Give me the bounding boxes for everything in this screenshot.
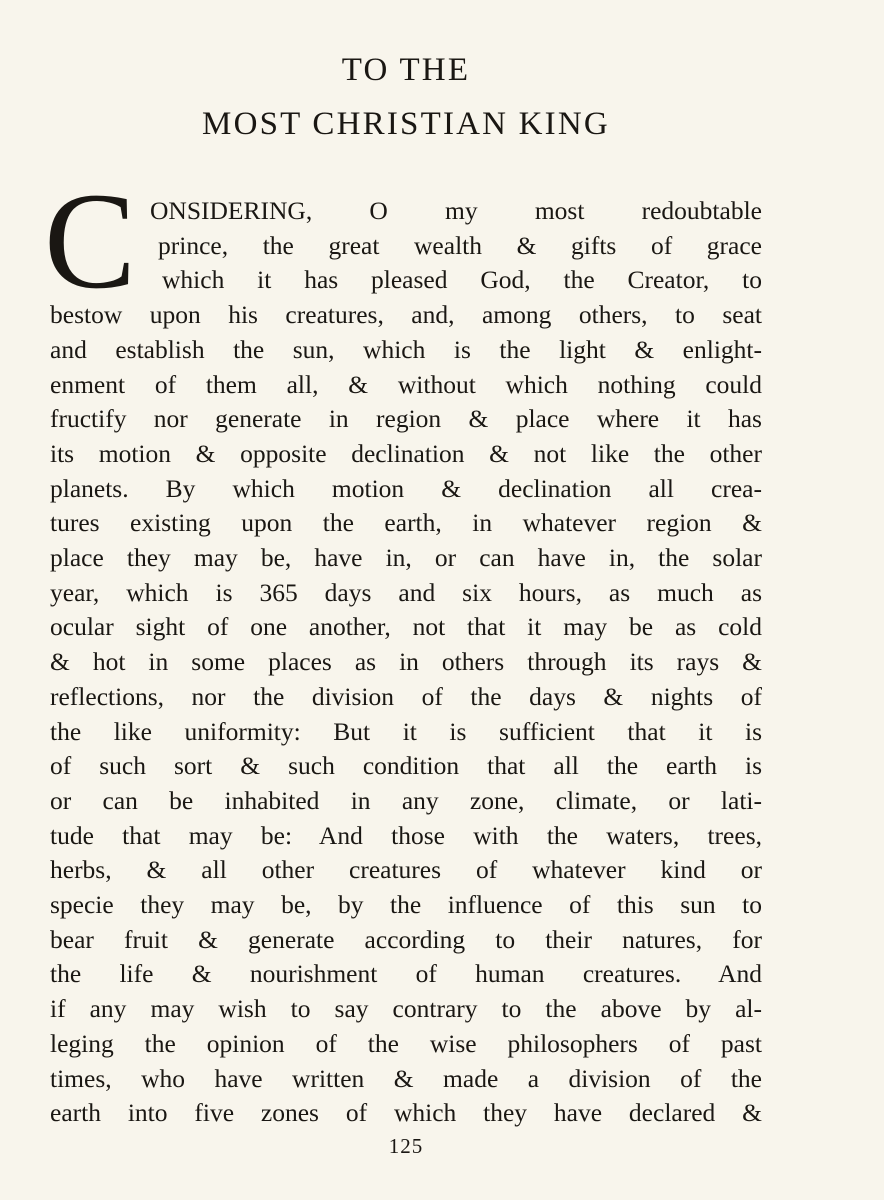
text-line: planets. By which motion & declination all crea- xyxy=(50,473,762,503)
text-line: if any may wish to say contrary to the above by al- xyxy=(50,994,762,1024)
text-line: and establish the sun, which is the light & enlight- xyxy=(50,334,762,364)
text-line: reflections, nor the division of the days & nights of xyxy=(50,681,762,711)
text-line: leging the opinion of the wise philosophers of past xyxy=(50,1028,762,1058)
heading-line-2: MOST CHRISTIAN KING xyxy=(202,106,610,142)
text-line: specie they may be, by the influence of this sun to xyxy=(50,890,762,919)
text-line: bear fruit & generate according to their natures, for xyxy=(50,924,762,954)
text-line: earth into five zones of which they have declared & xyxy=(50,1098,762,1128)
text-line: herbs, & all other creatures of whatever kind or xyxy=(50,855,762,885)
text-line: its motion & opposite declination & not like the other xyxy=(50,438,762,468)
text-line: & hot in some places as in others through its rays & xyxy=(50,647,762,677)
text-line: place they may be, have in, or can have in, the solar xyxy=(50,543,762,572)
text-line: year, which is 365 days and six hours, as much as xyxy=(50,577,762,607)
text-line: which it has pleased God, the Creator, to xyxy=(162,265,762,295)
text-line: fructify nor generate in region & place where it has xyxy=(50,404,762,434)
text-line: the like uniformity: But it is sufficient that it is xyxy=(50,716,762,746)
text-line: the life & nourishment of human creatures. And xyxy=(50,959,762,989)
text-line: tude that may be: And those with the waters, trees, xyxy=(50,820,762,850)
page-number: 125 xyxy=(388,1134,424,1158)
text-line: of such sort & such condition that all the earth is xyxy=(50,751,762,781)
text-line: prince, the great wealth & gifts of grace xyxy=(158,230,762,260)
heading-line-1: TO THE xyxy=(341,52,471,88)
text-line: bestow upon his creatures, and, among others, to seat xyxy=(50,300,762,330)
drop-cap: C xyxy=(44,164,137,317)
text-line: ocular sight of one another, not that it may be as cold xyxy=(50,612,762,642)
text-line: tures existing upon the earth, in whatever region & xyxy=(50,508,762,538)
text-line: ONSIDERING, O my most redoubtable xyxy=(150,196,762,225)
text-line: enment of them all, & without which nothing could xyxy=(50,369,762,399)
text-line: times, who have written & made a division of the xyxy=(50,1063,762,1093)
text-line: or can be inhabited in any zone, climate, or lati- xyxy=(50,785,762,815)
